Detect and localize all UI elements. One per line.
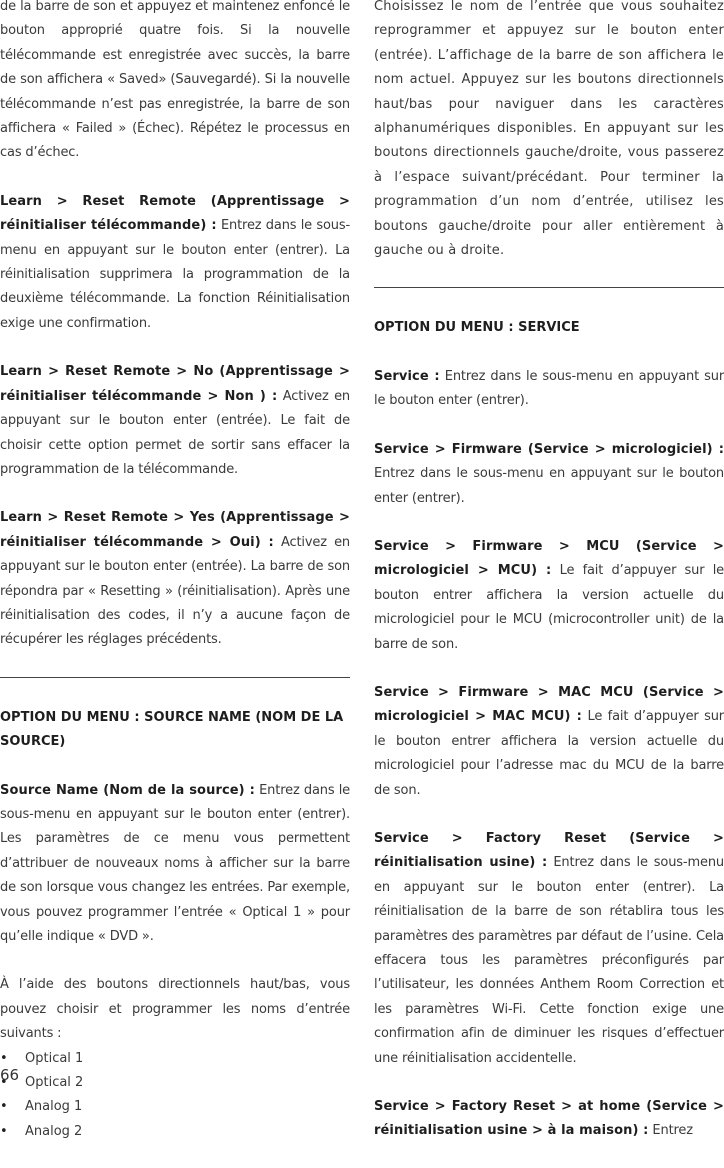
list-item: • Optical 1 — [0, 1047, 350, 1071]
term-factory-reset-at-home: Service > Factory Reset > at home (Service > réinitialisation usine > à la maison) : — [374, 1099, 724, 1139]
paragraph-service — [374, 365, 724, 414]
term-service-firmware-mac-mcu: Service > Firmware > MAC MCU (Service > micrologiciel > MAC MCU) : — [374, 684, 724, 725]
paragraph-service-factory-reset — [374, 827, 724, 1071]
list-item: • Analog 1 — [0, 1095, 350, 1119]
input-name-list — [0, 1047, 350, 1145]
term-reset-remote: Learn > Reset Remote (Apprentissage > réinitialiser télécommande) : — [0, 193, 350, 234]
paragraph-service-firmware-mcu — [374, 535, 724, 657]
section-divider — [374, 287, 724, 288]
term-source-name: Source Name (Nom de la source) : — [0, 782, 255, 798]
term-service-factory-reset: Service > Factory Reset (Service > réinitialisation usine) : — [374, 830, 724, 871]
paragraph-reset-remote-no — [0, 360, 350, 482]
paragraph-source-name — [0, 779, 350, 950]
desc-reset-remote-yes: Activez en appuyant sur le bouton enter (entrée). La barre de son répondra par « Resetting » (réinitialisation). Après une réinitialisation des codes, il n’y a aucune façon de récupérer les réglages précédents. — [0, 534, 351, 648]
paragraph-service-firmware — [374, 438, 724, 511]
section-heading-source-name: OPTION DU MENU : SOURCE NAME (NOM DE LA SOURCE) — [0, 709, 344, 750]
desc-reset-remote-no: Activez en appuyant sur le bouton enter (entrée). Le fait de choisir cette option permet de sortir sans effacer la programmation de la télécommande. — [0, 388, 351, 477]
list-item: • Analog 2 — [0, 1120, 350, 1144]
paragraph-rename-instructions: Choisissez le nom de l’entrée que vous souhaitez reprogrammer et appuyez sur le bouton enter (entrée). L’affichage de la barre de son affichera le nom actuel. Appuyez sur les boutons directionnels haut/bas pour naviguer dans les caractères alphanumériques disponibles. En appuyant sur les boutons directionnels gauche/droite, vous passerez à l’espace suivant/précédant. Pour terminer la programmation d’un nom d’entrée, utilisez les boutons gauche/droite pour aller entièrement à gauche ou à droite. — [374, 0, 724, 259]
term-service-firmware-mcu: Service > Firmware > MCU (Service > micrologiciel > MCU) : — [374, 538, 724, 579]
desc-service-firmware-mac-mcu: Le fait d’appuyer sur le bouton entrer affichera la version actuelle du micrologiciel pour l’adresse mac du MCU de la barre de son. — [374, 709, 724, 798]
desc-service-factory-reset: Entrez dans le sous-menu en appuyant sur le bouton enter (entrer). La réinitialisation de la barre de son rétablira tous les paramètres des paramètres par défaut de l’usine. Cela effacera tous les paramètres préconfigurés par l’utilisateur, les données Anthem Room Correction et les paramètres Wi-Fi. Cette fonction exige une confirmation afin de diminuer les risques d’effectuer une réinitialisation accidentelle. — [374, 855, 724, 1066]
section-divider — [0, 677, 350, 678]
desc-service-firmware: Entrez dans le sous-menu en appuyant sur le bouton enter (entrer). — [374, 466, 724, 506]
paragraph-service-firmware-mac-mcu — [374, 681, 724, 803]
term-service: Service : — [374, 368, 440, 384]
page-number: 66 — [0, 1066, 20, 1084]
paragraph-reset-remote — [0, 190, 350, 336]
right-column — [374, 0, 724, 1168]
term-reset-remote-no: Learn > Reset Remote > No (Apprentissage > réinitialiser télécommande > Non ) : — [0, 364, 350, 404]
desc-source-name: Entrez dans le sous-menu en appuyant sur le bouton enter (entrer). Les paramètres de ce menu vous permettent d’attribuer de nouveaux noms à afficher sur la barre de son lorsque vous changez les entrées. Par exemple, vous pouvez programmer l’entrée « Optical 1 » pour qu’elle indique « DVD ». — [0, 782, 351, 944]
list-item: • Optical 2 — [0, 1071, 350, 1095]
paragraph-factory-reset-at-home — [374, 1095, 724, 1144]
left-column — [0, 0, 350, 1144]
desc-service: Entrez dans le sous-menu en appuyant sur le bouton enter (entrer). — [374, 368, 724, 409]
desc-reset-remote: Entrez dans le sous-menu en appuyant sur le bouton enter (entrer). La réinitialisation supprimera la programmation de la deuxième télécommande. La fonction Réinitialisation exige une confirmation. — [0, 218, 351, 331]
term-reset-remote-yes: Learn > Reset Remote > Yes (Apprentissage > réinitialiser télécommande > Oui) : — [0, 510, 350, 550]
paragraph-reset-remote-yes — [0, 506, 350, 652]
section-heading-service: OPTION DU MENU : SERVICE — [374, 320, 580, 336]
paragraph-remote-learn-continued: de la barre de son et appuyez et maintenez enfoncé le bouton approprié quatre fois. Si la nouvelle télécommande est enregistrée avec succès, la barre de son affichera « Saved» (Sauvegardé). Si la nouvelle télécommande n’est pas enregistrée, la barre de son affichera « Failed » (Échec). Répétez le processus en cas d’échec. — [0, 0, 350, 161]
desc-factory-reset-at-home: Entrez — [652, 1123, 693, 1139]
paragraph-input-names-intro: À l’aide des boutons directionnels haut/bas, vous pouvez choisir et programmer les noms d’entrée suivants : — [0, 977, 350, 1042]
desc-service-firmware-mcu: Le fait d’appuyer sur le bouton entrer affichera la version actuelle du micrologiciel pour le MCU (microcontroller unit) de la barre de son. — [374, 563, 724, 652]
term-service-firmware: Service > Firmware (Service > micrologiciel) : — [374, 441, 724, 457]
